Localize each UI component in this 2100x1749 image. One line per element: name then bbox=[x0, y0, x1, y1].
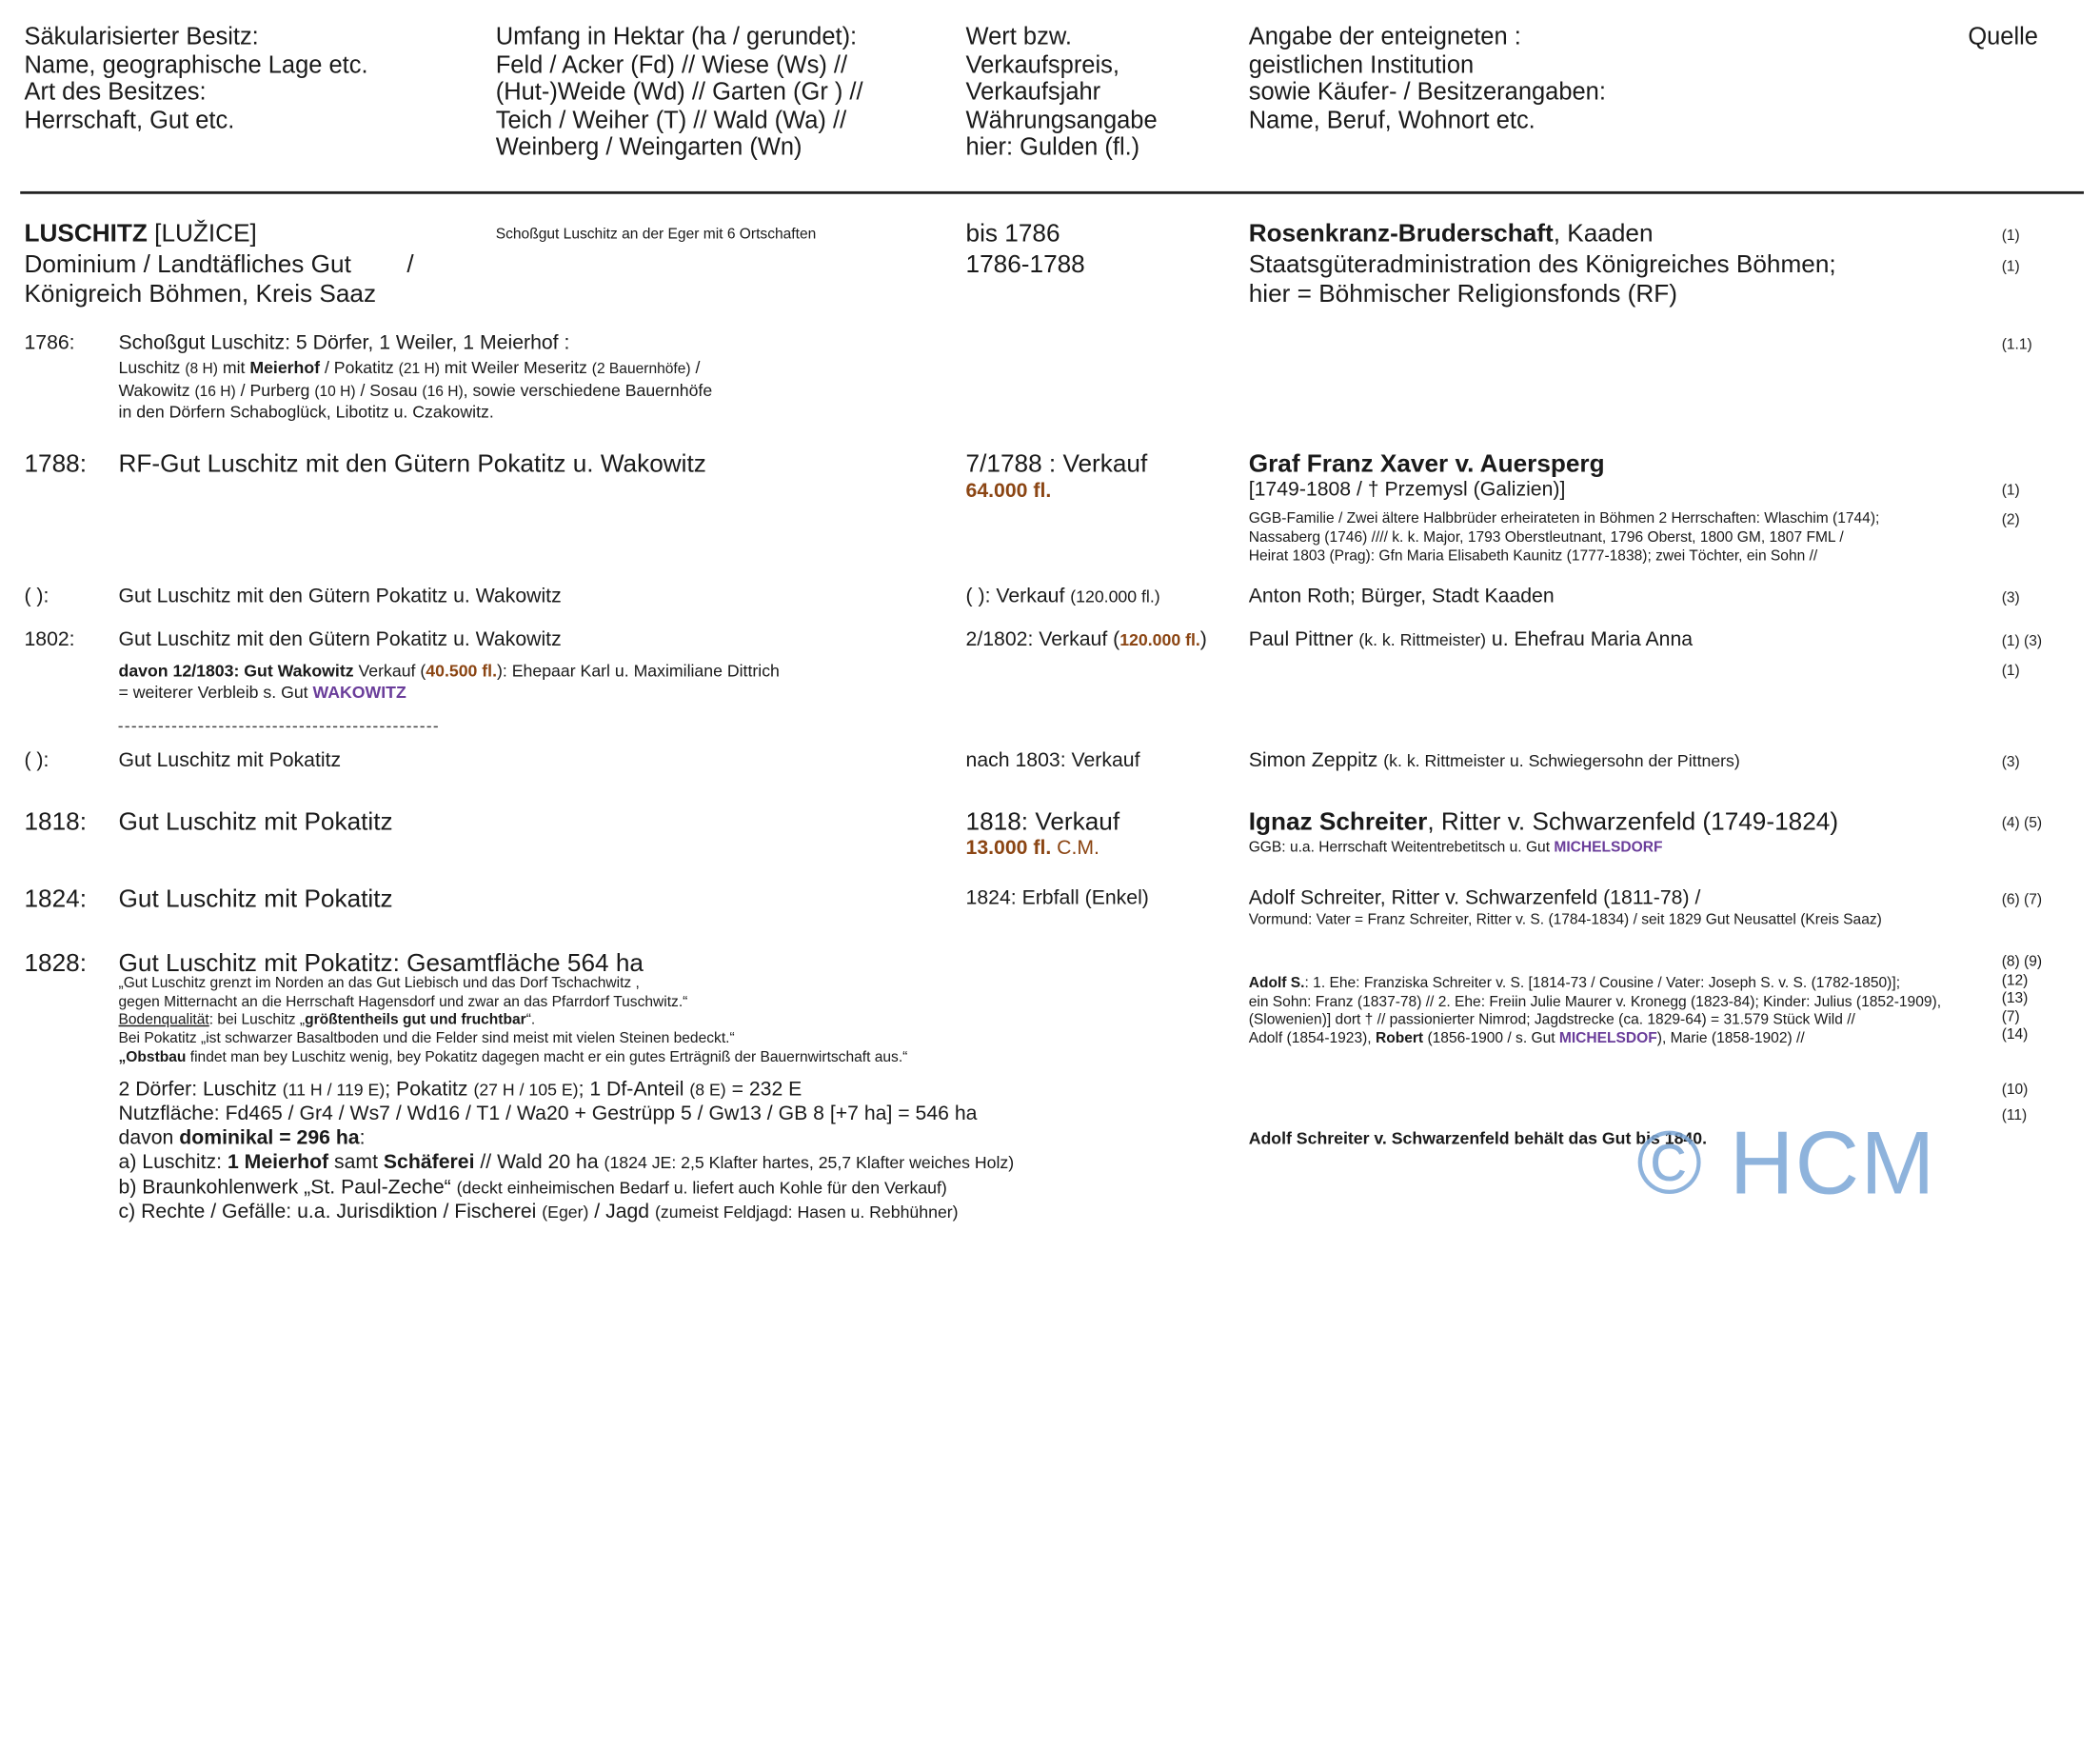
stat-text: davon bbox=[118, 1125, 180, 1149]
entry-buyer bbox=[1249, 626, 1693, 653]
header-text: hier: Gulden (fl.) bbox=[965, 133, 1140, 161]
subnote-text: Verkauf ( bbox=[353, 661, 426, 681]
detail-text: mit Weiler Meseritz bbox=[439, 358, 592, 378]
header-col-institution bbox=[1249, 23, 1606, 133]
stat-text: a) Luschitz: bbox=[118, 1150, 228, 1174]
entry-buyer: Adolf Schreiter, Ritter v. Schwarzenfeld (1811-78) / bbox=[1248, 886, 1701, 910]
estate-owner: Staatsgüteradministration des Königreiches Böhmen; bbox=[1248, 248, 1836, 278]
entry-title: RF-Gut Luschitz mit den Gütern Pokatitz u. Wakowitz bbox=[118, 448, 706, 477]
stat-text: : bbox=[359, 1125, 366, 1149]
source-ref: (1) (3) bbox=[2001, 633, 2043, 650]
note-text: : 1. Ehe: Franziska Schreiter v. S. [1814-73 / Cousine / Vater: Joseph S. v. S. (1782-1850)]; bbox=[1304, 975, 1901, 992]
entry-year: ( ): bbox=[24, 585, 50, 608]
source-ref: (8) (9) bbox=[2001, 953, 2043, 970]
stat-text: (1824 JE: 2,5 Klafter hartes, 25,7 Klafter weiches Holz) bbox=[604, 1153, 1015, 1173]
source-ref: (1) bbox=[2001, 482, 2020, 499]
stat-text: dominikal = 296 ha bbox=[179, 1125, 360, 1149]
estate-description: Schoßgut Luschitz an der Eger mit 6 Ortschaften bbox=[495, 226, 817, 243]
buyer-rank: (k. k. Rittmeister u. Schwiegersohn der Pittners) bbox=[1383, 751, 1740, 771]
source-ref: (10) bbox=[2001, 1082, 2029, 1099]
detail-text: / Pokatitz bbox=[320, 358, 399, 378]
estate-owner: hier = Böhmischer Religionsfonds (RF) bbox=[1248, 278, 1678, 308]
detail-text: (10 H) bbox=[314, 384, 356, 401]
entry-year: 1786: bbox=[24, 331, 75, 355]
estate-type: Dominium / Landtäfliches Gut bbox=[24, 248, 351, 278]
quote-text bbox=[119, 1012, 536, 1030]
estate-location: Königreich Böhmen, Kreis Saaz bbox=[24, 278, 377, 308]
header-text: Umfang in Hektar (ha / gerundet): bbox=[495, 23, 858, 50]
source-ref: (1) bbox=[2001, 228, 2020, 245]
entry-sale: 7/1788 : Verkauf bbox=[965, 448, 1148, 477]
quote-label: „Obstbau bbox=[118, 1049, 187, 1066]
estate-stats: Nutzfläche: Fd465 / Gr4 / Ws7 / Wd16 / T1 / Wa20 + Gestrüpp 5 / Gw13 / GB 8 [+7 ha] = 546 ha bbox=[118, 1102, 978, 1125]
header-text: Verkaufspreis, bbox=[965, 50, 1119, 78]
estate-name: LUSCHITZ bbox=[24, 218, 148, 247]
header-text: geistlichen Institution bbox=[1248, 50, 1475, 78]
detail-text: Meierhof bbox=[249, 358, 321, 378]
price-value: 13.000 fl. bbox=[965, 836, 1052, 860]
estate-date: 1786-1788 bbox=[965, 248, 1085, 278]
header-text: (Hut-)Weide (Wd) // Garten (Gr ) // bbox=[495, 78, 863, 106]
entry-title: Gut Luschitz mit den Gütern Pokatitz u. Wakowitz bbox=[118, 627, 562, 651]
entry-buyer bbox=[1249, 747, 1740, 774]
estate-stats bbox=[119, 1077, 802, 1103]
sale-text: ) bbox=[1199, 627, 1207, 651]
detail-text: (16 H) bbox=[422, 384, 464, 401]
detail-text: (21 H) bbox=[398, 361, 440, 378]
quote-text: : bei Luschitz „ bbox=[208, 1011, 306, 1028]
source-ref: (3) bbox=[2001, 589, 2020, 606]
quote-text bbox=[119, 1049, 908, 1067]
entry-title: Gut Luschitz mit Pokatitz bbox=[118, 884, 393, 912]
quote-text: findet man bey Luschitz wenig, bey Pokatitz dagegen macht er ein gutes Erträgniß der Bauernwirtschaft aus.“ bbox=[186, 1049, 908, 1066]
sale-amount: 120.000 fl. bbox=[1119, 630, 1200, 650]
buyer-text: u. Ehefrau Maria Anna bbox=[1485, 627, 1694, 651]
entry-sale bbox=[966, 626, 1207, 653]
stat-text: (8 E) bbox=[689, 1080, 726, 1100]
subnote-text: = weiterer Verbleib s. Gut bbox=[118, 683, 313, 703]
sale-text: (Enkel) bbox=[1084, 886, 1149, 910]
sale-amount: (120.000 fl.) bbox=[1070, 586, 1160, 606]
family-note: ein Sohn: Franz (1837-78) // 2. Ehe: Freiin Julie Maurer v. Kronegg (1823-84); Kinder: Julius (1852-1909), bbox=[1248, 994, 1942, 1011]
note-text: ), Marie (1858-1902) // bbox=[1656, 1030, 1805, 1047]
section-separator bbox=[119, 726, 438, 727]
stat-text: ; 1 Df-Anteil bbox=[578, 1078, 690, 1102]
source-ref: (2) bbox=[2001, 511, 2020, 528]
copyright-watermark: © HCM bbox=[1636, 1112, 1936, 1213]
header-text: Art des Besitzes: bbox=[24, 78, 207, 106]
detail-text: , sowie verschiedene Bauernhöfe bbox=[463, 381, 713, 401]
entry-year: 1788: bbox=[24, 448, 87, 477]
price-currency: C.M. bbox=[1051, 836, 1100, 860]
detail-text: / Purberg bbox=[235, 381, 315, 401]
detail-text: (8 H) bbox=[185, 361, 218, 378]
entry-title: Gut Luschitz mit Pokatitz bbox=[118, 806, 393, 836]
buyer-rank: (k. k. Rittmeister) bbox=[1358, 630, 1486, 650]
source-ref-list bbox=[2002, 954, 2042, 1045]
buyer-text: Paul Pittner bbox=[1248, 627, 1359, 651]
quote-label: Bodenqualität bbox=[118, 1011, 209, 1028]
detail-text: (16 H) bbox=[194, 384, 236, 401]
owner-place: , Kaaden bbox=[1553, 218, 1654, 247]
source-ref: (13) bbox=[2001, 990, 2029, 1007]
stat-text: / Jagd bbox=[588, 1200, 656, 1223]
estate-title bbox=[24, 218, 256, 248]
detail-text: mit bbox=[217, 358, 250, 378]
buyer-note: Vormund: Vater = Franz Schreiter, Ritter v. S. (1784-1834) / seit 1829 Gut Neusattel (Kreis Saaz) bbox=[1248, 911, 1882, 928]
family-note bbox=[1249, 975, 1900, 993]
header-col-value bbox=[966, 23, 1158, 161]
source-ref: (1) bbox=[2001, 258, 2020, 275]
source-ref: (7) bbox=[2001, 1008, 2020, 1025]
buyer-note: Heirat 1803 (Prag): Gfn Maria Elisabeth Kaunitz (1777-1838); zwei Töchter, ein Sohn // bbox=[1248, 547, 1818, 565]
entry-year: ( ): bbox=[24, 748, 50, 772]
entry-subnote bbox=[119, 660, 780, 682]
detail-text: Luschitz bbox=[118, 358, 186, 378]
header-text: Name, geographische Lage etc. bbox=[24, 50, 368, 78]
stat-text: b) Braunkohlenwerk „St. Paul-Zeche“ bbox=[118, 1176, 457, 1200]
estate-stats bbox=[119, 1199, 959, 1225]
entry-subnote bbox=[119, 682, 406, 704]
buyer-note: Nassaberg (1746) //// k. k. Major, 1793 Oberstleutnant, 1796 Oberst, 1800 GM, 1807 FML / bbox=[1248, 529, 1844, 547]
quote-text: größtentheils gut und fruchtbar bbox=[305, 1011, 526, 1028]
header-text: Angabe der enteigneten : bbox=[1248, 23, 1521, 50]
sale-text: ( ): Verkauf bbox=[965, 585, 1071, 608]
stat-text: (27 H / 105 E) bbox=[473, 1080, 579, 1100]
estate-date: bis 1786 bbox=[965, 218, 1060, 247]
subnote-text: davon 12/1803: Gut Wakowitz bbox=[118, 661, 354, 681]
note-name: Robert bbox=[1375, 1030, 1424, 1047]
source-ref: (1) bbox=[2001, 663, 2020, 680]
stat-text: (deckt einheimischen Bedarf u. liefert auch Kohle für den Verkauf) bbox=[456, 1179, 947, 1198]
header-text: Teich / Weiher (T) // Wald (Wa) // bbox=[495, 106, 847, 133]
entry-year: 1824: bbox=[24, 884, 87, 912]
entry-title: Schoßgut Luschitz: 5 Dörfer, 1 Weiler, 1 Meierhof : bbox=[118, 331, 570, 355]
header-text: Feld / Acker (Fd) // Wiese (Ws) // bbox=[495, 50, 848, 78]
buyer-text: Simon Zeppitz bbox=[1248, 748, 1384, 772]
quote-text: „Gut Luschitz grenzt im Norden an das Gut Liebisch und das Dorf Tschachwitz , bbox=[118, 975, 640, 992]
entry-buyer: Graf Franz Xaver v. Auersperg bbox=[1248, 448, 1605, 477]
stat-text: (Eger) bbox=[542, 1202, 589, 1222]
buyer-text: , Ritter v. Schwarzenfeld (1749-1824) bbox=[1427, 806, 1839, 836]
entry-sale: nach 1803: Verkauf bbox=[965, 748, 1140, 772]
source-ref: (4) (5) bbox=[2001, 815, 2043, 832]
header-text: Herrschaft, Gut etc. bbox=[24, 106, 235, 133]
detail-text: Wakowitz bbox=[118, 381, 195, 401]
source-ref: (14) bbox=[2001, 1026, 2029, 1043]
note-text: GGB: u.a. Herrschaft Weitentrebetitsch u. Gut bbox=[1248, 839, 1555, 856]
estate-link[interactable]: MICHELSDORF bbox=[1554, 839, 1663, 856]
detail-text: / Sosau bbox=[355, 381, 423, 401]
header-divider bbox=[20, 191, 2084, 193]
entry-year: 1828: bbox=[24, 948, 87, 977]
entry-price bbox=[966, 835, 1100, 861]
header-text: Währungsangabe bbox=[965, 106, 1158, 133]
estate-link[interactable]: MICHELSDOF bbox=[1558, 1030, 1657, 1047]
stat-text: c) Rechte / Gefälle: u.a. Jurisdiktion / Fischerei bbox=[118, 1200, 543, 1223]
entry-detail bbox=[119, 380, 713, 403]
subnote-price: 40.500 fl. bbox=[426, 661, 498, 681]
estate-owner bbox=[1249, 218, 1654, 248]
family-note bbox=[1249, 1030, 1805, 1048]
entry-year: 1818: bbox=[24, 806, 87, 836]
final-note: Adolf Schreiter v. Schwarzenfeld behält das Gut bis 1840. bbox=[1248, 1128, 1708, 1148]
sale-text: 1824: Erbfall bbox=[965, 886, 1085, 910]
note-text: (1856-1900 / s. Gut bbox=[1423, 1030, 1559, 1047]
header-text: Säkularisierter Besitz: bbox=[24, 23, 259, 50]
quote-text: “. bbox=[525, 1011, 536, 1028]
detail-text: (2 Bauernhöfe) bbox=[591, 361, 691, 378]
entry-title: Gut Luschitz mit Pokatitz bbox=[118, 748, 342, 772]
entry-title: Gut Luschitz mit Pokatitz: Gesamtfläche 564 ha bbox=[118, 948, 644, 977]
stat-text: 1 Meierhof bbox=[227, 1150, 329, 1174]
stat-text: (zumeist Feldjagd: Hasen u. Rebhühner) bbox=[655, 1202, 959, 1222]
buyer-note bbox=[1249, 840, 1663, 858]
note-name: Adolf S. bbox=[1248, 975, 1305, 992]
header-col-property bbox=[24, 23, 367, 133]
buyer-dates: [1749-1808 / † Przemysl (Galizien)] bbox=[1248, 478, 1566, 502]
detail-text: / bbox=[690, 358, 701, 378]
entry-sale: 1818: Verkauf bbox=[965, 806, 1120, 836]
header-text: Wert bzw. bbox=[965, 23, 1072, 50]
header-col-source: Quelle bbox=[1968, 23, 2038, 50]
source-ref: (12) bbox=[2001, 972, 2029, 989]
entry-sale bbox=[966, 885, 1149, 911]
header-text: Verkaufsjahr bbox=[965, 78, 1101, 106]
note-text: Adolf (1854-1923), bbox=[1248, 1030, 1376, 1047]
header-text: sowie Käufer- / Besitzerangaben: bbox=[1248, 78, 1606, 106]
quote-text: gegen Mitternacht an die Herrschaft Hagensdorf und zwar an das Pfarrdorf Tuschwitz.“ bbox=[118, 994, 688, 1011]
family-note: (Slowenien)] dort † // passionierter Nimrod; Jagdstrecke (ca. 1829-64) = 31.579 Stück Wild // bbox=[1248, 1011, 1855, 1028]
header-text: Name, Beruf, Wohnort etc. bbox=[1248, 106, 1535, 133]
entry-detail bbox=[119, 357, 701, 380]
estate-stats bbox=[119, 1175, 947, 1202]
estate-stats bbox=[119, 1125, 366, 1151]
entry-year: 1802: bbox=[24, 627, 75, 651]
stat-text: Schäferei bbox=[383, 1150, 475, 1174]
estate-link[interactable]: WAKOWITZ bbox=[312, 683, 406, 703]
estate-stats bbox=[119, 1149, 1015, 1176]
stat-text: 2 Dörfer: Luschitz bbox=[118, 1078, 283, 1102]
entry-title: Gut Luschitz mit den Gütern Pokatitz u. Wakowitz bbox=[118, 585, 562, 608]
header-text: Weinberg / Weingarten (Wn) bbox=[495, 133, 802, 161]
estate-slash: / bbox=[406, 248, 414, 278]
source-ref: (6) (7) bbox=[2001, 891, 2043, 908]
source-ref: (11) bbox=[2001, 1107, 2028, 1124]
stat-text: ; Pokatitz bbox=[385, 1078, 474, 1102]
stat-text: = 232 E bbox=[725, 1078, 802, 1102]
buyer-note: GGB-Familie / Zwei ältere Halbbrüder erheirateten in Böhmen 2 Herrschaften: Wlaschim (1744); bbox=[1248, 510, 1880, 527]
source-ref: (1.1) bbox=[2001, 336, 2032, 353]
sale-text: 2/1802: Verkauf ( bbox=[965, 627, 1120, 651]
subnote-text: ): Ehepaar Karl u. Maximiliane Dittrich bbox=[497, 661, 780, 681]
entry-detail: in den Dörfern Schaboglück, Libotitz u. Czakowitz. bbox=[118, 403, 494, 422]
entry-buyer: Anton Roth; Bürger, Stadt Kaaden bbox=[1248, 585, 1555, 608]
source-ref: (3) bbox=[2001, 754, 2020, 771]
owner-name: Rosenkranz-Bruderschaft bbox=[1248, 218, 1554, 247]
stat-text: samt bbox=[328, 1150, 384, 1174]
entry-price: 64.000 fl. bbox=[965, 479, 1052, 503]
entry-sale bbox=[966, 584, 1160, 610]
estate-alt-name: [LUŽICE] bbox=[154, 218, 257, 247]
stat-text: // Wald 20 ha bbox=[474, 1150, 604, 1174]
quote-text: Bei Pokatitz „ist schwarzer Basaltboden und die Felder sind meist mit vielen Steinen bedeckt.“ bbox=[118, 1030, 735, 1047]
header-col-area bbox=[496, 23, 863, 161]
stat-text: (11 H / 119 E) bbox=[282, 1080, 386, 1100]
buyer-name: Ignaz Schreiter bbox=[1248, 806, 1428, 836]
entry-buyer bbox=[1249, 807, 1838, 837]
